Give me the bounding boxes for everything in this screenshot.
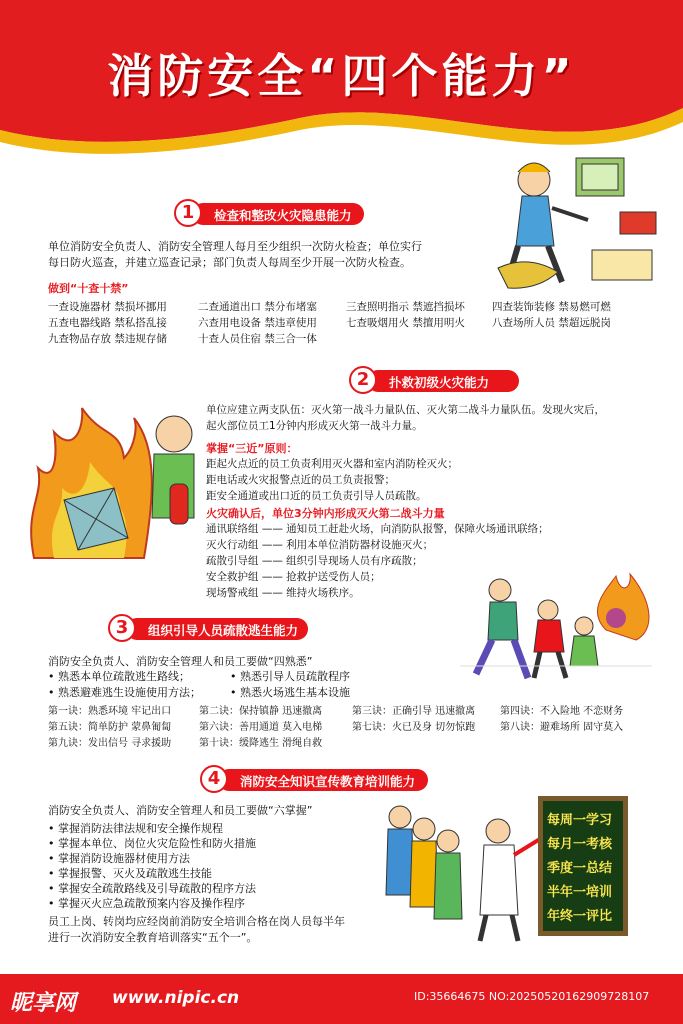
list-item: 疏散引导组 —— 组织引导现场人员有序疏散； [206, 555, 423, 567]
section-4-intro: 消防安全负责人、消防安全管理人和员工要做“六掌握” [48, 804, 313, 817]
list-item: 灭火行动组 —— 利用本单位消防器材设施灭火； [206, 539, 434, 551]
board-line: 年终一评比 [547, 909, 613, 924]
grid-cell: 第一诀：熟悉环境 牢记出口 [48, 706, 172, 717]
bullet-item: 熟悉本单位疏散逃生路线； [58, 670, 190, 683]
grid-cell: 第六诀：善用通道 莫入电梯 [199, 722, 323, 733]
grid-cell: 九查物品存放 禁违规存储 [48, 333, 167, 345]
paragraph-line: 起火部位员工1分钟内形成灭火第一战斗力量。 [206, 420, 423, 432]
training-illustration [380, 795, 540, 945]
section-2-header [349, 366, 519, 394]
section-1-grid [48, 299, 668, 347]
grid-cell: 五查电器线路 禁私搭乱接 [48, 317, 167, 329]
bullet-row: • 熟悉本单位疏散逃生路线； • 熟悉引导人员疏散程序 [48, 670, 350, 683]
section-2-subheading-1: 掌握“三近”原则： [206, 442, 298, 455]
bullet-text: 掌握消防设施器材使用方法 [58, 852, 190, 865]
bullet-item: • 掌握本单位、岗位火灾危险性和防火措施 [48, 837, 256, 850]
section-number: 2 [349, 366, 377, 394]
section-number: 3 [108, 614, 136, 642]
grid-cell: 第四诀：不入险地 不恋财务 [500, 706, 624, 717]
grid-cell: 六查用电设备 禁违章使用 [198, 317, 317, 329]
grid-cell: 第五诀：简单防护 蒙鼻匍匐 [48, 722, 172, 733]
section-4-closing [48, 914, 345, 946]
list-item: 安全救护组 —— 抢救护送受伤人员； [206, 571, 381, 583]
bullet-row: • 熟悉避难逃生设施使用方法； • 熟悉火场逃生基本设施 [48, 686, 350, 699]
bullet-text: 掌握灭火应急疏散预案内容及操作程序 [58, 897, 245, 910]
paragraph-line: 员工上岗、转岗均应经岗前消防安全培训合格在岗人员每半年 [48, 915, 345, 928]
grid-cell: 七查吸烟用火 禁擅用明火 [346, 317, 465, 329]
board-line: 季度一总结 [547, 861, 613, 876]
section-title: 组织引导人员疏散逃生能力 [148, 623, 299, 638]
board-line: 半年一培训 [547, 885, 613, 900]
section-3-grid [48, 704, 678, 752]
section-4-header [200, 765, 428, 793]
grid-row [48, 704, 678, 720]
paragraph-line: 单位消防安全负责人、消防安全管理人每月至少组织一次防火检查；单位实行 [48, 240, 422, 253]
training-board [538, 796, 628, 936]
board-line: 每周一学习 [547, 813, 613, 828]
bullet-text: 掌握安全疏散路线及引导疏散的程序方法 [58, 882, 256, 895]
list-item: 距起火点近的员工负责利用灭火器和室内消防栓灭火； [206, 458, 458, 470]
grid-cell: 第三诀：正确引导 迅速撤离 [352, 706, 476, 717]
bullet-item: • 掌握消防法律法规和安全操作规程 [48, 822, 223, 835]
grid-cell: 十查人员住宿 禁三合一体 [198, 333, 317, 345]
section-2-list-1 [206, 456, 458, 504]
section-title: 检查和整改火灾隐患能力 [214, 208, 352, 223]
section-2-list-2 [206, 521, 549, 601]
page-title: 消防安全“四个能力” [107, 49, 576, 103]
section-1-paragraph [48, 239, 422, 271]
bullet-text: 掌握本单位、岗位火灾危险性和防火措施 [58, 837, 256, 850]
section-1-subheading: 做到“十查十禁” [48, 282, 129, 295]
board-line: 每月一考核 [547, 837, 613, 852]
grid-cell: 四查装饰装修 禁易燃可燃 [492, 301, 611, 313]
grid-cell: 第十诀：缓降逃生 滑绳自救 [199, 738, 323, 749]
bullet-text: 掌握消防法律法规和安全操作规程 [58, 822, 223, 835]
section-title: 消防安全知识宣传教育培训能力 [240, 774, 416, 789]
section-3-intro: 消防安全负责人、消防安全管理人和员工要做“四熟悉” [48, 655, 313, 668]
site-url[interactable]: www.nipic.cn [112, 988, 240, 1008]
grid-cell: 一查设施器材 禁损坏挪用 [48, 301, 167, 313]
list-item: 通讯联络组 —— 通知员工赶赴火场，向消防队报警，保障火场通讯联络； [206, 523, 549, 535]
grid-cell: 第九诀：发出信号 寻求援助 [48, 738, 172, 749]
paragraph-line: 单位应建立两支队伍：灭火第一战斗力量队伍、灭火第二战斗力量队伍。发现火灾后， [206, 404, 605, 416]
grid-cell: 第七诀：火已及身 切勿惊跑 [352, 722, 476, 733]
grid-cell: 八查场所人员 禁超远脱岗 [492, 317, 611, 329]
section-number: 4 [200, 765, 228, 793]
bullet-text: 掌握报警、灭火及疏散逃生技能 [58, 867, 212, 880]
bullet-item: 熟悉引导人员疏散程序 [240, 670, 350, 683]
grid-cell: 第二诀：保持镇静 迅速撤离 [199, 706, 323, 717]
grid-row [48, 736, 678, 752]
section-title: 扑救初级火灾能力 [389, 375, 490, 390]
section-2-subheading-2: 火灾确认后，单位3分钟内形成灭火第二战斗力量 [206, 507, 445, 520]
list-item: 距电话或火灾报警点近的员工负责报警； [206, 474, 395, 486]
section-2-paragraph [206, 402, 605, 434]
grid-row [48, 315, 668, 331]
grid-row [48, 299, 668, 315]
bullet-item: 熟悉避难逃生设施使用方法； [58, 686, 201, 699]
list-item: 现场警戒组 —— 维持火场秩序。 [206, 587, 360, 599]
site-logo: 昵享网 [10, 991, 77, 1016]
section-1-header [174, 199, 364, 227]
bullet-item: • 掌握灭火应急疏散预案内容及操作程序 [48, 897, 245, 910]
grid-row [48, 720, 678, 736]
grid-cell: 三查照明指示 禁遮挡损坏 [346, 301, 465, 313]
bullet-item: • 掌握报警、灭火及疏散逃生技能 [48, 867, 212, 880]
bullet-item: • 掌握安全疏散路线及引导疏散的程序方法 [48, 882, 256, 895]
image-id: ID:35664675 NO:20250520162909728107 [414, 990, 650, 1003]
paragraph-line: 进行一次消防安全教育培训落实“五个一”。 [48, 931, 258, 944]
list-item: 距安全通道或出口近的员工负责引导人员疏散。 [206, 490, 427, 502]
grid-cell: 第八诀：避难场所 固守莫入 [500, 722, 624, 733]
section-3-bullets [48, 669, 350, 701]
inspector-illustration [488, 150, 668, 298]
section-4-bullets [48, 821, 256, 911]
section-3-header [108, 614, 308, 642]
firefighting-illustration [24, 388, 200, 564]
paragraph-line: 每日防火巡查，并建立巡查记录；部门负责人每周至少开展一次防火检查。 [48, 256, 411, 269]
grid-row [48, 331, 668, 347]
section-number: 1 [174, 199, 202, 227]
bullet-item: 熟悉火场逃生基本设施 [240, 686, 350, 699]
grid-cell: 二查通道出口 禁分布堵塞 [198, 301, 317, 313]
bullet-item: • 掌握消防设施器材使用方法 [48, 852, 190, 865]
